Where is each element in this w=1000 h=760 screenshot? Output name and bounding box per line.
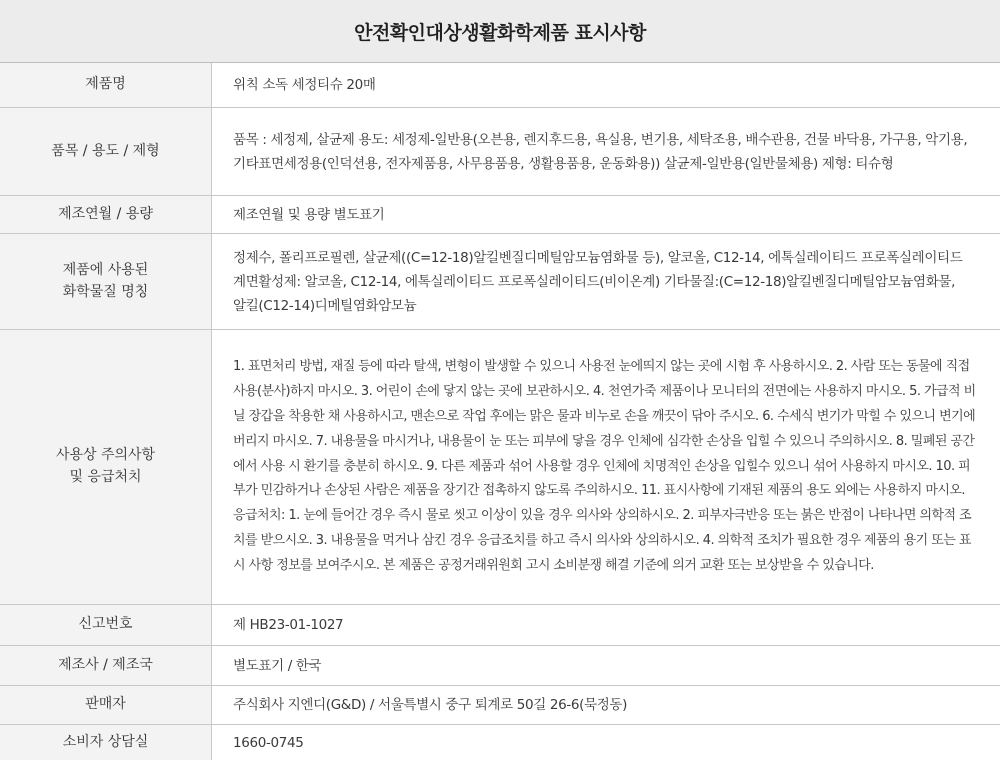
row-category-usage-form: [0, 108, 1000, 196]
row-value: [212, 234, 1000, 329]
row-label: 제조사 / 제조국: [0, 646, 212, 685]
row-value: [212, 646, 1000, 685]
row-consumer-center: [0, 725, 1000, 760]
row-value-text: 주식회사 지엔디(G&D) / 서울특별시 중구 퇴계로 50길 26-6(묵정동): [233, 697, 628, 713]
row-label: 제품명: [0, 63, 212, 107]
row-label: 사용상 주의사항 및 응급처치: [0, 330, 212, 604]
title-bar: [0, 0, 1000, 63]
row-value-text: 위칙 소독 세정티슈 20매: [233, 77, 376, 93]
row-precautions-first-aid: [0, 330, 1000, 605]
row-report-number: [0, 605, 1000, 646]
row-label: 품목 / 용도 / 제형: [0, 108, 212, 195]
row-seller: [0, 686, 1000, 725]
row-manufacturer-country: [0, 646, 1000, 686]
row-manufacture-date-capacity: [0, 196, 1000, 234]
row-label: 소비자 상담실: [0, 725, 212, 760]
row-label: 제품에 사용된 화학물질 명칭: [0, 234, 212, 329]
page-title: 안전확인대상생활화학제품 표시사항: [354, 21, 646, 44]
row-value: [212, 330, 1000, 604]
row-value: [212, 725, 1000, 760]
row-value: [212, 605, 1000, 645]
row-value-text: 1. 표면처리 방법, 재질 등에 따라 탈색, 변형이 발생할 수 있으니 사용전 눈에띄지 않는 곳에 시험 후 사용하시오. 2. 사람 또는 동물에 직접 사용(분사)하지 마시오. 3. 어린이 손에 닿지 않는 곳에 보관하시오. 4. 천연가죽 제품이나 모니터의 전면에는 사용하지 마시오. 5. 가급적 비닐 장갑을 착용한 채 사용하시고, 맨손으로 작업 후에는 맑은 물과 비누로 손을 깨끗이 닦아 주시오. 6. 수세식 변기가 막힐 수 있으니 변기에 버리지 마시오. 7. 내용물을 마시거나, 내용물이 눈 또는 피부에 닿을 경우 인체에 심각한 손상을 입힐 수 있으니 주의하시오. 8. 밀폐된 공간에서 사용 시 환기를 충분히 하시오. 9. 다른 제품과 섞어 사용할 경우 인체에 치명적인 손상을 입힐수 있으니 섞어 사용하지 마시오. 10. 피부가 민감하거나 손상된 사람은 제품을 장기간 접촉하지 않도록 주의하시오. 11. 표시사항에 기재된 제품의 용도 외에는 사용하지 마시오. 응급처치: 1. 눈에 들어간 경우 즉시 물로 씻고 이상이 있을 경우 의사와 상의하시오. 2. 피부자극반응 또는 붉은 반점이 나타나면 의학적 조치를 받으시오. 3. 내용물을 먹거나 삼킨 경우 응급조치를 하고 즉시 의사와 상의하시오. 4. 의학적 조치가 필요한 경우 제품의 용기 또는 표시 사항 정보를 보여주시오. 본 제품은 공정거래위원회 고시 소비분쟁 해결 기준에 의거 교환 또는 보상받을 수 있습니다.: [233, 359, 976, 573]
row-chemical-substances: [0, 234, 1000, 330]
row-value-text: 1660-0745: [233, 734, 304, 751]
row-label: 신고번호: [0, 605, 212, 645]
row-product-name: [0, 63, 1000, 108]
row-value: [212, 63, 1000, 107]
row-label: 판매자: [0, 686, 212, 724]
row-value-text: 별도표기 / 한국: [233, 657, 322, 674]
row-value: [212, 686, 1000, 724]
row-value-text: 제조연월 및 용량 별도표기: [233, 206, 385, 223]
row-value-text: 품목 : 세정제, 살균제 용도: 세정제-일반용(오븐용, 렌지후드용, 욕실용, 변기용, 세탁조용, 배수관용, 건물 바닥용, 가구용, 악기용, 기타표면세정용(인덕션용, 전자제품용, 사무용품용, 생활용품용, 운동화용)) 살균제-일반용(일반물체용) 제형: 티슈형: [233, 131, 968, 172]
row-value-text: 제 HB23-01-1027: [233, 617, 344, 633]
row-value: [212, 108, 1000, 195]
row-value-text: 정제수, 폴리프로필렌, 살균제((C=12-18)알킬벤질디메틸암모늄염화물 등), 알코올, C12-14, 에톡실레이티드 프로폭실레이티드 계면활성제: 알코올, C12-14, 에톡실레이티드 프로폭실레이티드(비이온계) 기타물질:(C=12-18)알킬벤질디메틸암모늄염화물, 알킬(C12-14)디메틸염화암모늄: [233, 249, 963, 314]
row-label: 제조연월 / 용량: [0, 196, 212, 233]
row-value: [212, 196, 1000, 233]
